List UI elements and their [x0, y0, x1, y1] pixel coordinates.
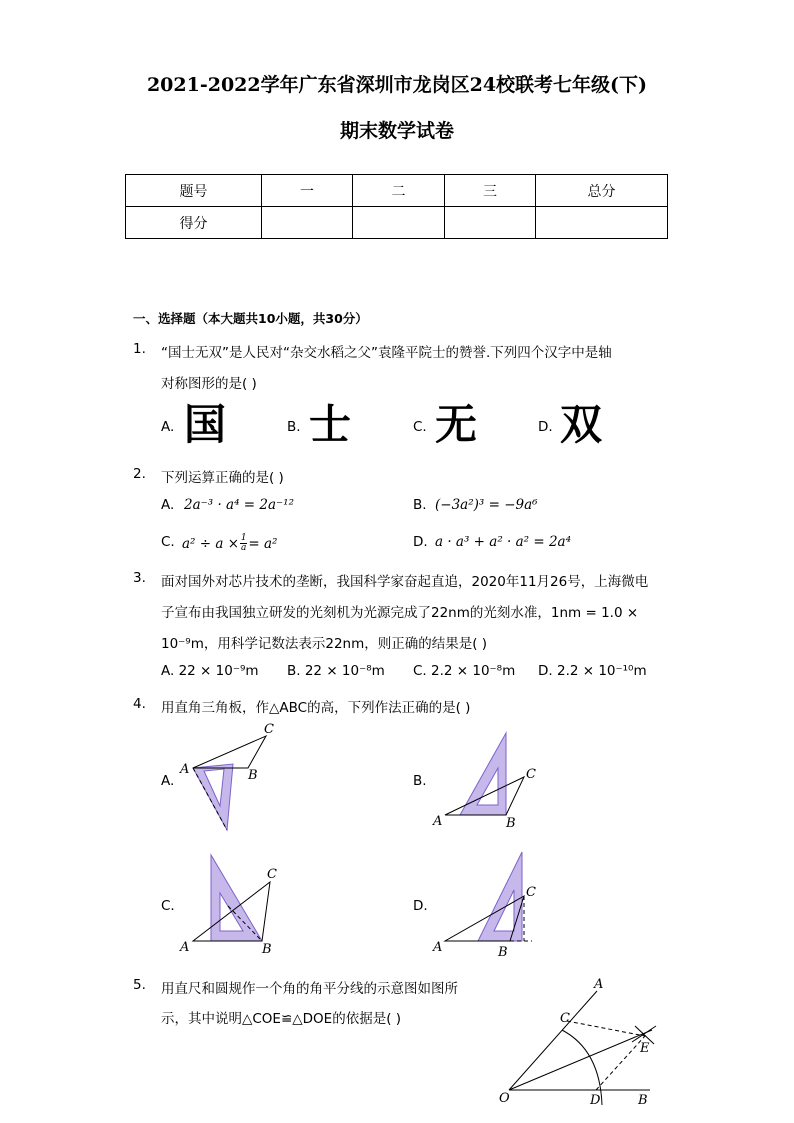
q4-figure-d	[432, 852, 536, 960]
point-a-label: A	[433, 940, 443, 955]
q2-option-b-expr: (−3a²)³ = −9a⁶	[435, 497, 538, 513]
q4-figure-b	[432, 733, 536, 831]
q1-option-d-label: D.	[538, 419, 553, 435]
q1-stem-line1: “国士无双”是人民对“杂交水稻之父”袁隆平院士的赞誉.下列四个汉字中是轴	[161, 345, 612, 361]
point-c-label: C	[560, 1011, 570, 1026]
q1-option-b-label: B.	[287, 419, 301, 435]
q4-figure-a	[179, 722, 274, 830]
score-header-cell: 题号	[126, 175, 262, 207]
q5-number: 5.	[133, 977, 146, 993]
q2-option-a-expr: 2a⁻³ · a⁴ = 2a⁻¹²	[184, 497, 294, 513]
q3-option-a: A. 22 × 10⁻⁹m	[161, 663, 259, 679]
q4-number: 4.	[133, 696, 146, 712]
ray-oa	[509, 991, 597, 1090]
q5-figure	[499, 977, 656, 1108]
q3-stem-line2: 子宣布由我国独立研发的光刻机为光源完成了22nm的光刻水准，1nm = 1.0 ×	[161, 605, 639, 621]
q2-option-a-label: A.	[161, 497, 175, 513]
q4-option-b-label: B.	[413, 773, 427, 789]
q4-figure-c	[179, 855, 277, 957]
point-b-label: B	[248, 768, 258, 783]
score-header-cell: 一	[262, 175, 353, 207]
q1-option-d-char: 双	[560, 400, 603, 449]
q5-stem-line2: 示，其中说明△COE≌△DOE的依据是( )	[161, 1011, 402, 1027]
point-a-label: A	[433, 814, 443, 829]
q3-option-d: D. 2.2 × 10⁻¹⁰m	[538, 663, 647, 679]
point-a-label: A	[594, 977, 604, 992]
point-o-label: O	[499, 1091, 510, 1106]
q2-option-d-label: D.	[413, 534, 428, 550]
point-d-label: D	[590, 1093, 601, 1108]
q3-number: 3.	[133, 570, 146, 586]
q4-option-d-label: D.	[413, 898, 428, 914]
q1-option-b-char: 士	[309, 400, 352, 449]
q2-option-c-post: = a²	[248, 535, 278, 552]
paper-title-line2: 期末数学试卷	[339, 120, 454, 142]
point-c-label: C	[526, 767, 536, 782]
segment-ce	[567, 1021, 645, 1036]
q2-option-c-frac-num: 1	[240, 533, 247, 543]
q1-option-a-label: A.	[161, 419, 175, 435]
point-b-label: B	[638, 1093, 648, 1108]
score-row-label: 得分	[126, 207, 262, 239]
q1-number: 1.	[133, 341, 146, 357]
score-header-cell: 二	[353, 175, 445, 207]
q1-option-a-char: 国	[184, 400, 227, 449]
q2-number: 2.	[133, 466, 146, 482]
point-c-label: C	[526, 885, 536, 900]
q4-option-c-label: C.	[161, 898, 175, 914]
q2-option-c-frac-den: a	[241, 543, 247, 553]
bisector-oe	[509, 1030, 652, 1090]
q2-option-c-label: C.	[161, 534, 175, 550]
section-heading: 一、选择题（本大题共10小题，共30分）	[133, 311, 368, 326]
q2-stem: 下列运算正确的是( )	[161, 470, 284, 486]
point-a-label: A	[180, 762, 190, 777]
q1-option-c-char: 无	[435, 400, 478, 449]
segment-de	[596, 1036, 645, 1090]
q4-stem: 用直角三角板，作△ABC的高，下列作法正确的是( )	[161, 700, 471, 716]
q3-stem-line1: 面对国外对芯片技术的垄断，我国科学家奋起直追，2020年11月26号，上海微电	[161, 574, 649, 590]
q1-stem-line2: 对称图形的是( )	[161, 376, 257, 392]
paper-title-line1: 2021-2022学年广东省深圳市龙岗区24校联考七年级(下)	[146, 74, 648, 96]
q5-stem-line1: 用直尺和圆规作一个角的角平分线的示意图如图所	[161, 981, 458, 997]
point-e-label: E	[640, 1041, 650, 1056]
point-c-label: C	[264, 722, 274, 737]
point-b-label: B	[506, 816, 516, 831]
q1-option-c-label: C.	[413, 419, 427, 435]
q2-option-c-pre: a² ÷ a ×	[182, 535, 240, 552]
score-header-cell: 总分	[536, 175, 668, 207]
q3-stem-line3: 10⁻⁹m，用科学记数法表示22nm，则正确的结果是( )	[161, 636, 488, 652]
point-c-label: C	[267, 867, 277, 882]
q3-option-c: C. 2.2 × 10⁻⁸m	[413, 663, 516, 679]
point-a-label: A	[180, 940, 190, 955]
q3-option-b: B. 22 × 10⁻⁸m	[287, 663, 385, 679]
q2-option-d-expr: a · a³ + a² · a² = 2a⁴	[435, 534, 572, 550]
point-b-label: B	[262, 942, 272, 957]
q2-option-b-label: B.	[413, 497, 427, 513]
point-b-label: B	[498, 945, 508, 960]
q4-option-a-label: A.	[161, 773, 175, 789]
triangle-abc-a	[193, 736, 266, 768]
score-header-cell: 三	[445, 175, 536, 207]
